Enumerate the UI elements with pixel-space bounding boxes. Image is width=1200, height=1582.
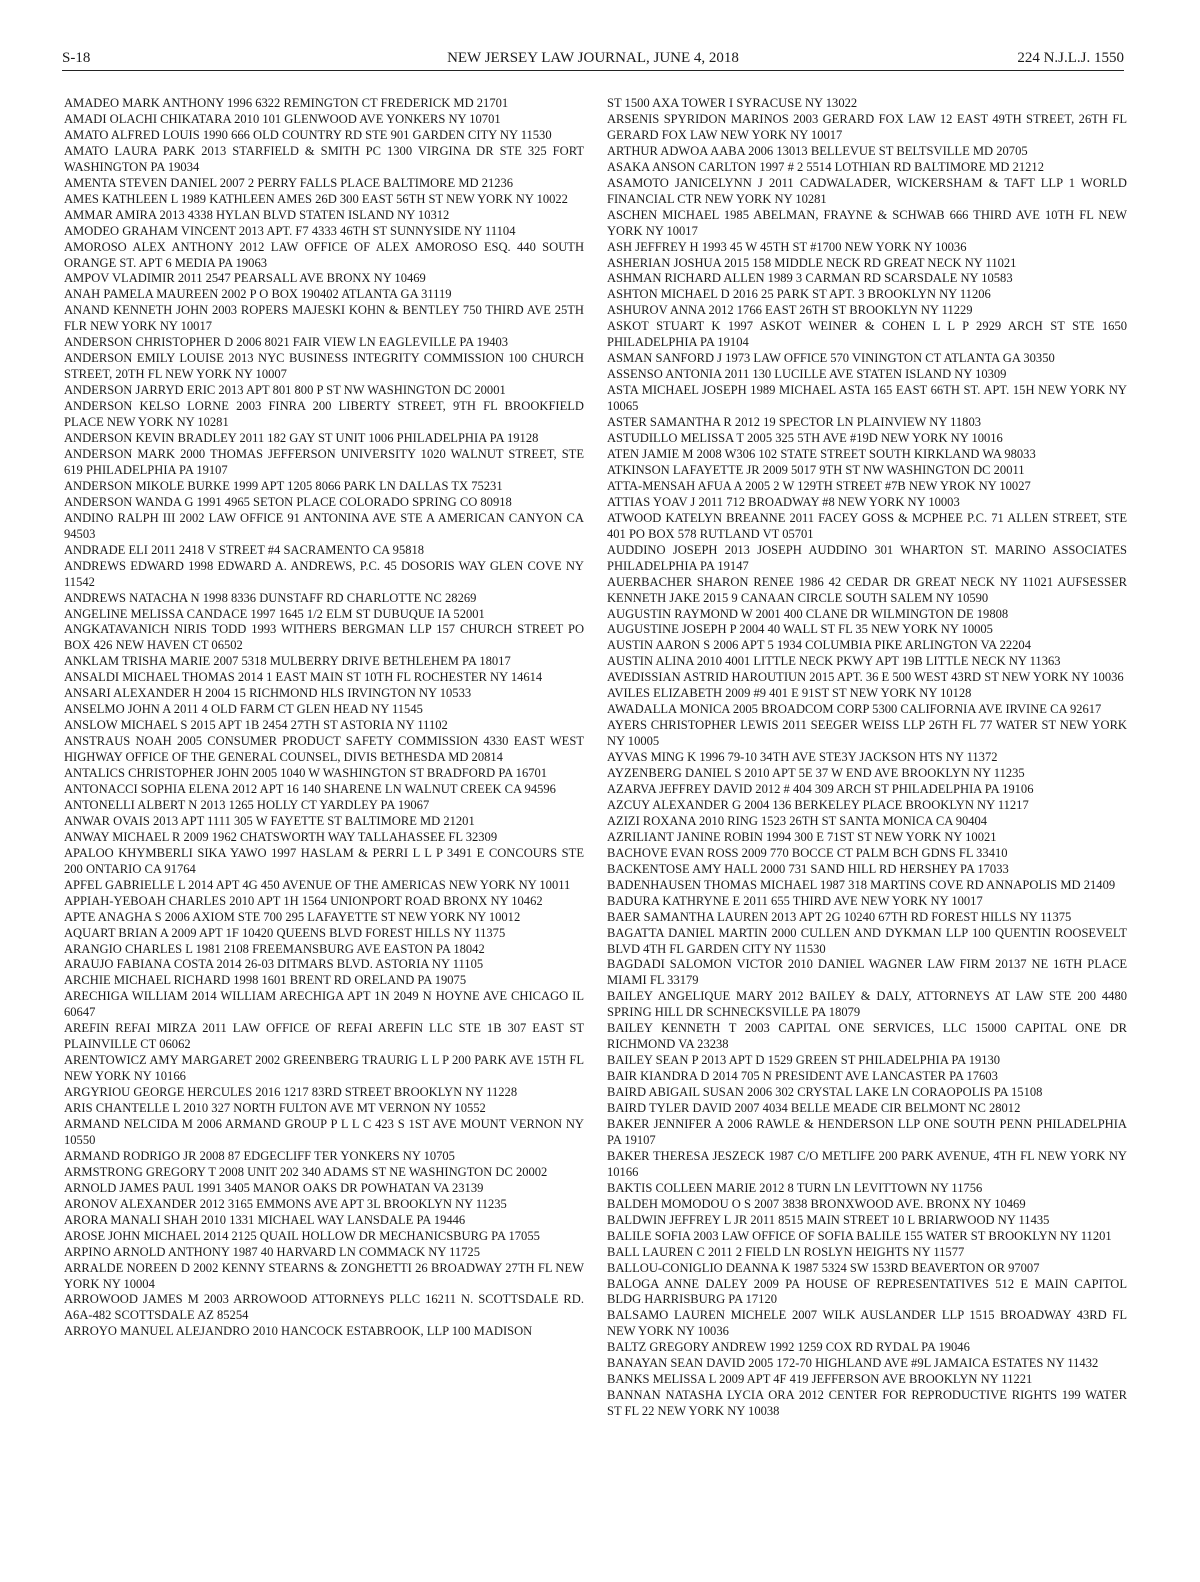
listing-entry: BAILEY KENNETH T 2003 CAPITAL ONE SERVICES, LLC 15000 CAPITAL ONE DR RICHMOND VA 23238: [607, 1021, 1127, 1052]
listing-entry: AMODEO GRAHAM VINCENT 2013 APT. F7 4333 46TH ST SUNNYSIDE NY 11104: [64, 223, 516, 238]
listing-entry: AZARVA JEFFREY DAVID 2012 # 404 309 ARCH ST PHILADELPHIA PA 19106: [607, 781, 1034, 796]
listing-entry: ATTIAS YOAV J 2011 712 BROADWAY #8 NEW YORK NY 10003: [607, 494, 960, 509]
listing-entry: AMMAR AMIRA 2013 4338 HYLAN BLVD STATEN ISLAND NY 10312: [64, 207, 450, 222]
listing-entry: BAILEY SEAN P 2013 APT D 1529 GREEN ST PHILADELPHIA PA 19130: [607, 1053, 1001, 1068]
listing-entry: ARAUJO FABIANA COSTA 2014 26-03 DITMARS BLVD. ASTORIA NY 11105: [64, 957, 484, 972]
listing-entry: AUGUSTIN RAYMOND W 2001 400 CLANE DR WILMINGTON DE 19808: [607, 606, 1009, 621]
listing-entry: ARROYO MANUEL ALEJANDRO 2010 HANCOCK ESTABROOK, LLP 100 MADISON: [64, 1324, 533, 1339]
listing-entry: ANKLAM TRISHA MARIE 2007 5318 MULBERRY DRIVE BETHLEHEM PA 18017: [64, 654, 511, 669]
listing-entry: ANSARI ALEXANDER H 2004 15 RICHMOND HLS IRVINGTON NY 10533: [64, 686, 472, 701]
listing-entry: AMPOV VLADIMIR 2011 2547 PEARSALL AVE BRONX NY 10469: [64, 271, 426, 286]
listing-entry: ANDINO RALPH III 2002 LAW OFFICE 91 ANTONINA AVE STE A AMERICAN CANYON CA 94503: [64, 510, 584, 541]
listing-entry: ARECHIGA WILLIAM 2014 WILLIAM ARECHIGA APT 1N 2049 N HOYNE AVE CHICAGO IL 60647: [64, 989, 584, 1020]
listing-entry: ASKOT STUART K 1997 ASKOT WEINER & COHEN L L P 2929 ARCH ST STE 1650 PHILADELPHIA PA 19104: [607, 319, 1127, 350]
listing-entry: ANDERSON KEVIN BRADLEY 2011 182 GAY ST UNIT 1006 PHILADELPHIA PA 19128: [64, 431, 539, 446]
listing-entry: BALSAMO LAUREN MICHELE 2007 WILK AUSLANDER LLP 1515 BROADWAY 43RD FL NEW YORK NY 10036: [607, 1308, 1127, 1339]
listing-entry: ANTONACCI SOPHIA ELENA 2012 APT 16 140 SHARENE LN WALNUT CREEK CA 94596: [64, 781, 556, 796]
listing-entry: ANDRADE ELI 2011 2418 V STREET #4 SACRAMENTO CA 95818: [64, 542, 425, 557]
listing-entry: AYVAS MING K 1996 79-10 34TH AVE STE3Y JACKSON HTS NY 11372: [607, 750, 998, 765]
listing-entry: ASSENSO ANTONIA 2011 130 LUCILLE AVE STATEN ISLAND NY 10309: [607, 367, 1007, 382]
listing-entry: BALILE SOFIA 2003 LAW OFFICE OF SOFIA BALILE 155 WATER ST BROOKLYN NY 11201: [607, 1228, 1112, 1243]
listing-entry: ASHMAN RICHARD ALLEN 1989 3 CARMAN RD SCARSDALE NY 10583: [607, 271, 1013, 286]
listing-entry: ASTUDILLO MELISSA T 2005 325 5TH AVE #19D NEW YORK NY 10016: [607, 431, 1003, 446]
listing-entry: BANNAN NATASHA LYCIA ORA 2012 CENTER FOR REPRODUCTIVE RIGHTS 199 WATER ST FL 22 NEW YORK NY 10038: [607, 1388, 1127, 1419]
listing-entry: AZIZI ROXANA 2010 RING 1523 26TH ST SANTA MONICA CA 90404: [607, 813, 988, 828]
listing-entry: BACKENTOSE AMY HALL 2000 731 SAND HILL RD HERSHEY PA 17033: [607, 861, 1009, 876]
listing-entry: ARTHUR ADWOA AABA 2006 13013 BELLEVUE ST BELTSVILLE MD 20705: [607, 143, 1028, 158]
listing-entry: ANSELMO JOHN A 2011 4 OLD FARM CT GLEN HEAD NY 11545: [64, 702, 423, 717]
listing-entry: ATKINSON LAFAYETTE JR 2009 5017 9TH ST NW WASHINGTON DC 20011: [607, 462, 1025, 477]
listing-entry: ANAND KENNETH JOHN 2003 ROPERS MAJESKI KOHN & BENTLEY 750 THIRD AVE 25TH FLR NEW YORK NY 10017: [64, 303, 584, 334]
listing-entry: AREFIN REFAI MIRZA 2011 LAW OFFICE OF REFAI AREFIN LLC STE 1B 307 EAST ST PLAINVILLE CT 06062: [64, 1021, 584, 1052]
listing-entry: ASAMOTO JANICELYNN J 2011 CADWALADER, WICKERSHAM & TAFT LLP 1 WORLD FINANCIAL CTR NEW YORK NY 10281: [607, 175, 1127, 206]
listing-entry: AQUART BRIAN A 2009 APT 1F 10420 QUEENS BLVD FOREST HILLS NY 11375: [64, 925, 506, 940]
listing-entry: AUSTIN ALINA 2010 4001 LITTLE NECK PKWY APT 19B LITTLE NECK NY 11363: [607, 654, 1061, 669]
listing-entry: ANTALICS CHRISTOPHER JOHN 2005 1040 W WASHINGTON ST BRADFORD PA 16701: [64, 766, 548, 781]
listing-entry: ANDERSON KELSO LORNE 2003 FINRA 200 LIBERTY STREET, 9TH FL BROOKFIELD PLACE NEW YORK NY 10281: [64, 399, 584, 430]
listing-entry: AMATO LAURA PARK 2013 STARFIELD & SMITH PC 1300 VIRGINA DR STE 325 FORT WASHINGTON PA 19034: [64, 143, 584, 174]
listing-entry: BAKTIS COLLEEN MARIE 2012 8 TURN LN LEVITTOWN NY 11756: [607, 1180, 983, 1195]
listing-entry: BANKS MELISSA L 2009 APT 4F 419 JEFFERSON AVE BROOKLYN NY 11221: [607, 1372, 1033, 1387]
listing-entry: AMADI OLACHI CHIKATARA 2010 101 GLENWOOD AVE YONKERS NY 10701: [64, 111, 501, 126]
listing-entry: BALDEH MOMODOU O S 2007 3838 BRONXWOOD AVE. BRONX NY 10469: [607, 1196, 1026, 1211]
listing-entry: AZCUY ALEXANDER G 2004 136 BERKELEY PLACE BROOKLYN NY 11217: [607, 797, 1029, 812]
listing-entry: BANAYAN SEAN DAVID 2005 172-70 HIGHLAND AVE #9L JAMAICA ESTATES NY 11432: [607, 1356, 1099, 1371]
listing-entry: ASHUROV ANNA 2012 1766 EAST 26TH ST BROOKLYN NY 11229: [607, 303, 973, 318]
listing-entry: AUDDINO JOSEPH 2013 JOSEPH AUDDINO 301 WHARTON ST. MARINO ASSOCIATES PHILADELPHIA PA 19147: [607, 542, 1127, 573]
page-header: [62, 48, 1124, 71]
citation: 224 N.J.L.J. 1550: [1017, 50, 1124, 66]
listing-entry: AMES KATHLEEN L 1989 KATHLEEN AMES 26D 300 EAST 56TH ST NEW YORK NY 10022: [64, 191, 568, 206]
listing-entry: ASTA MICHAEL JOSEPH 1989 MICHAEL ASTA 165 EAST 66TH ST. APT. 15H NEW YORK NY 10065: [607, 383, 1127, 414]
listing-entry: ASAKA ANSON CARLTON 1997 # 2 5514 LOTHIAN RD BALTIMORE MD 21212: [607, 159, 1044, 174]
listing-entry: BAIRD TYLER DAVID 2007 4034 BELLE MEADE CIR BELMONT NC 28012: [607, 1101, 1021, 1116]
listing-entry: ARSENIS SPYRIDON MARINOS 2003 GERARD FOX LAW 12 EAST 49TH STREET, 26TH FL GERARD FOX LAW NEW YORK NY 10017: [607, 111, 1127, 142]
publication-title: NEW JERSEY LAW JOURNAL, JUNE 4, 2018: [447, 50, 739, 66]
listing-entry: BALLOU-CONIGLIO DEANNA K 1987 5324 SW 153RD BEAVERTON OR 97007: [607, 1260, 1040, 1275]
listing-entry: BAGATTA DANIEL MARTIN 2000 CULLEN AND DYKMAN LLP 100 QUENTIN ROOSEVELT BLVD 4TH FL GARDEN CITY NY 11530: [607, 925, 1127, 956]
listing-entry: ARMAND NELCIDA M 2006 ARMAND GROUP P L L C 423 S 1ST AVE MOUNT VERNON NY 10550: [64, 1117, 584, 1147]
listing-entry: ARORA MANALI SHAH 2010 1331 MICHAEL WAY LANSDALE PA 19446: [64, 1212, 466, 1227]
listing-entry: BAKER JENNIFER A 2006 RAWLE & HENDERSON LLP ONE SOUTH PENN PHILADELPHIA PA 19107: [607, 1117, 1127, 1147]
listing-entry: APFEL GABRIELLE L 2014 APT 4G 450 AVENUE OF THE AMERICAS NEW YORK NY 10011: [64, 877, 571, 892]
listing-entry: ANDERSON MARK 2000 THOMAS JEFFERSON UNIVERSITY 1020 WALNUT STREET, STE 619 PHILADELPHIA PA 19107: [64, 446, 584, 477]
right-column: [607, 96, 1127, 1420]
listing-entry: ANWAY MICHAEL R 2009 1962 CHATSWORTH WAY TALLAHASSEE FL 32309: [64, 829, 498, 844]
listing-entry: ANGKATAVANICH NIRIS TODD 1993 WITHERS BERGMAN LLP 157 CHURCH STREET PO BOX 426 NEW HAVEN CT 06502: [64, 622, 584, 653]
listing-entry: ANDREWS NATACHA N 1998 8336 DUNSTAFF RD CHARLOTTE NC 28269: [64, 590, 477, 605]
listing-entry: ASTER SAMANTHA R 2012 19 SPECTOR LN PLAINVIEW NY 11803: [607, 415, 981, 430]
listing-entry: ASH JEFFREY H 1993 45 W 45TH ST #1700 NEW YORK NY 10036: [607, 239, 967, 254]
listing-entry: AUERBACHER SHARON RENEE 1986 42 CEDAR DR GREAT NECK NY 11021 AUFSESSER KENNETH JAKE 2015 9 CANAAN CIRCLE SOUTH SALEM NY 10590: [607, 574, 1127, 605]
listing-entry: ARANGIO CHARLES L 1981 2108 FREEMANSBURG AVE EASTON PA 18042: [64, 941, 485, 956]
listing-entry: AMENTA STEVEN DANIEL 2007 2 PERRY FALLS PLACE BALTIMORE MD 21236: [64, 175, 514, 190]
listing-entry: BAKER THERESA JESZECK 1987 C/O METLIFE 200 PARK AVENUE, 4TH FL NEW YORK NY 10166: [607, 1148, 1127, 1179]
listing-entry: BADURA KATHRYNE E 2011 655 THIRD AVE NEW YORK NY 10017: [607, 893, 983, 908]
page-number: S-18: [62, 50, 91, 66]
listing-entry: ANAH PAMELA MAUREEN 2002 P O BOX 190402 ATLANTA GA 31119: [64, 287, 452, 302]
listing-entry: APTE ANAGHA S 2006 AXIOM STE 700 295 LAFAYETTE ST NEW YORK NY 10012: [64, 909, 521, 924]
listing-entry: AMADEO MARK ANTHONY 1996 6322 REMINGTON CT FREDERICK MD 21701: [64, 96, 509, 110]
listing-entry: ANDREWS EDWARD 1998 EDWARD A. ANDREWS, P.C. 45 DOSORIS WAY GLEN COVE NY 11542: [64, 558, 584, 589]
listing-entry: BAGDADI SALOMON VICTOR 2010 DANIEL WAGNER LAW FIRM 20137 NE 16TH PLACE MIAMI FL 33179: [607, 957, 1127, 988]
listing-entry: ASHERIAN JOSHUA 2015 158 MIDDLE NECK RD GREAT NECK NY 11021: [607, 255, 1017, 270]
listing-entry: ST 1500 AXA TOWER I SYRACUSE NY 13022: [607, 96, 858, 110]
listing-entry: AUGUSTINE JOSEPH P 2004 40 WALL ST FL 35 NEW YORK NY 10005: [607, 622, 993, 637]
listing-entry: BACHOVE EVAN ROSS 2009 770 BOCCE CT PALM BCH GDNS FL 33410: [607, 845, 1008, 860]
listing-entry: BAIR KIANDRA D 2014 705 N PRESIDENT AVE LANCASTER PA 17603: [607, 1069, 998, 1084]
listing-entry: BAILEY ANGELIQUE MARY 2012 BAILEY & DALY, ATTORNEYS AT LAW STE 200 4480 SPRING HILL DR SCHNECKSVILLE PA 18079: [607, 989, 1127, 1020]
listing-entry: BAER SAMANTHA LAUREN 2013 APT 2G 10240 67TH RD FOREST HILLS NY 11375: [607, 909, 1072, 924]
listing-entry: AROSE JOHN MICHAEL 2014 2125 QUAIL HOLLOW DR MECHANICSBURG PA 17055: [64, 1228, 540, 1243]
listing-entry: ARRALDE NOREEN D 2002 KENNY STEARNS & ZONGHETTI 26 BROADWAY 27TH FL NEW YORK NY 10004: [64, 1260, 584, 1291]
listing-entry: ARNOLD JAMES PAUL 1991 3405 MANOR OAKS DR POWHATAN VA 23139: [64, 1180, 484, 1195]
listing-entry: ASHTON MICHAEL D 2016 25 PARK ST APT. 3 BROOKLYN NY 11206: [607, 287, 991, 302]
listing-entry: BALL LAUREN C 2011 2 FIELD LN ROSLYN HEIGHTS NY 11577: [607, 1244, 965, 1259]
listing-entry: ATTA-MENSAH AFUA A 2005 2 W 129TH STREET #7B NEW YROK NY 10027: [607, 478, 1031, 493]
listing-entry: AMATO ALFRED LOUIS 1990 666 OLD COUNTRY RD STE 901 GARDEN CITY NY 11530: [64, 127, 552, 142]
listing-entry: APALOO KHYMBERLI SIKA YAWO 1997 HASLAM & PERRI L L P 3491 E CONCOURS STE 200 ONTARIO CA 91764: [64, 845, 584, 876]
left-column: [64, 96, 584, 1340]
listing-entry: ANTONELLI ALBERT N 2013 1265 HOLLY CT YARDLEY PA 19067: [64, 797, 430, 812]
listing-entry: ARIS CHANTELLE L 2010 327 NORTH FULTON AVE MT VERNON NY 10552: [64, 1101, 486, 1116]
listing-entry: ARPINO ARNOLD ANTHONY 1987 40 HARVARD LN COMMACK NY 11725: [64, 1244, 480, 1259]
listing-entry: ARMAND RODRIGO JR 2008 87 EDGECLIFF TER YONKERS NY 10705: [64, 1148, 455, 1163]
listing-entry: ANGELINE MELISSA CANDACE 1997 1645 1/2 ELM ST DUBUQUE IA 52001: [64, 606, 485, 621]
listing-entry: ANSLOW MICHAEL S 2015 APT 1B 2454 27TH ST ASTORIA NY 11102: [64, 718, 448, 733]
listing-entry: ANDERSON MIKOLE BURKE 1999 APT 1205 8066 PARK LN DALLAS TX 75231: [64, 478, 503, 493]
listing-entry: AUSTIN AARON S 2006 APT 5 1934 COLUMBIA PIKE ARLINGTON VA 22204: [607, 638, 1031, 653]
listing-entry: ARMSTRONG GREGORY T 2008 UNIT 202 340 ADAMS ST NE WASHINGTON DC 20002: [64, 1164, 548, 1179]
listing-entry: ARCHIE MICHAEL RICHARD 1998 1601 BRENT RD ORELAND PA 19075: [64, 973, 467, 988]
listing-entry: APPIAH-YEBOAH CHARLES 2010 APT 1H 1564 UNIONPORT ROAD BRONX NY 10462: [64, 893, 543, 908]
listing-entry: BALDWIN JEFFREY L JR 2011 8515 MAIN STREET 10 L BRIARWOOD NY 11435: [607, 1212, 1050, 1227]
listing-entry: AWADALLA MONICA 2005 BROADCOM CORP 5300 CALIFORNIA AVE IRVINE CA 92617: [607, 702, 1102, 717]
listing-entry: AZRILIANT JANINE ROBIN 1994 300 E 71ST ST NEW YORK NY 10021: [607, 829, 997, 844]
listing-entry: AMOROSO ALEX ANTHONY 2012 LAW OFFICE OF ALEX AMOROSO ESQ. 440 SOUTH ORANGE ST. APT 6 MEDIA PA 19063: [64, 239, 584, 270]
listing-entry: ATWOOD KATELYN BREANNE 2011 FACEY GOSS & MCPHEE P.C. 71 ALLEN STREET, STE 401 PO BOX 578 RUTLAND VT 05701: [607, 510, 1127, 541]
listing-entry: AVEDISSIAN ASTRID HAROUTIUN 2015 APT. 36 E 500 WEST 43RD ST NEW YORK NY 10036: [607, 670, 1124, 685]
listing-entry: ANSTRAUS NOAH 2005 CONSUMER PRODUCT SAFETY COMMISSION 4330 EAST WEST HIGHWAY OFFICE OF THE GENERAL COUNSEL, DIVIS BETHESDA MD 20814: [64, 734, 584, 765]
listing-entry: ANDERSON WANDA G 1991 4965 SETON PLACE COLORADO SPRING CO 80918: [64, 494, 512, 509]
listing-entry: ASCHEN MICHAEL 1985 ABELMAN, FRAYNE & SCHWAB 666 THIRD AVE 10TH FL NEW YORK NY 10017: [607, 207, 1127, 238]
listing-entry: ATEN JAMIE M 2008 W306 102 STATE STREET SOUTH KIRKLAND WA 98033: [607, 446, 1036, 461]
listing-entry: ANSALDI MICHAEL THOMAS 2014 1 EAST MAIN ST 10TH FL ROCHESTER NY 14614: [64, 670, 543, 685]
listing-entry: AYERS CHRISTOPHER LEWIS 2011 SEEGER WEISS LLP 26TH FL 77 WATER ST NEW YORK NY 10005: [607, 718, 1127, 749]
listing-entry: ANDERSON JARRYD ERIC 2013 APT 801 800 P ST NW WASHINGTON DC 20001: [64, 383, 506, 398]
listing-entry: BAIRD ABIGAIL SUSAN 2006 302 CRYSTAL LAKE LN CORAOPOLIS PA 15108: [607, 1085, 1043, 1100]
listing-entry: ANDERSON EMILY LOUISE 2013 NYC BUSINESS INTEGRITY COMMISSION 100 CHURCH STREET, 20TH FL NEW YORK NY 10007: [64, 351, 584, 382]
listing-entry: BALTZ GREGORY ANDREW 1992 1259 COX RD RYDAL PA 19046: [607, 1340, 970, 1355]
listing-entry: AYZENBERG DANIEL S 2010 APT 5E 37 W END AVE BROOKLYN NY 11235: [607, 766, 1025, 781]
listing-entry: ASMAN SANFORD J 1973 LAW OFFICE 570 VININGTON CT ATLANTA GA 30350: [607, 351, 1055, 366]
listing-entry: AVILES ELIZABETH 2009 #9 401 E 91ST ST NEW YORK NY 10128: [607, 686, 972, 701]
listing-entry: BALOGA ANNE DALEY 2009 PA HOUSE OF REPRESENTATIVES 512 E MAIN CAPITOL BLDG HARRISBURG PA 17120: [607, 1276, 1127, 1307]
listing-entry: ARENTOWICZ AMY MARGARET 2002 GREENBERG TRAURIG L L P 200 PARK AVE 15TH FL NEW YORK NY 10166: [64, 1053, 584, 1084]
listing-entry: ANDERSON CHRISTOPHER D 2006 8021 FAIR VIEW LN EAGLEVILLE PA 19403: [64, 335, 509, 350]
listing-entry: ARGYRIOU GEORGE HERCULES 2016 1217 83RD STREET BROOKLYN NY 11228: [64, 1085, 518, 1100]
listing-entry: ARROWOOD JAMES M 2003 ARROWOOD ATTORNEYS PLLC 16211 N. SCOTTSDALE RD. A6A-482 SCOTTSDALE AZ 85254: [64, 1292, 584, 1323]
listing-entry: ANWAR OVAIS 2013 APT 1111 305 W FAYETTE ST BALTIMORE MD 21201: [64, 813, 475, 828]
listing-entry: ARONOV ALEXANDER 2012 3165 EMMONS AVE APT 3L BROOKLYN NY 11235: [64, 1196, 507, 1211]
listing-entry: BADENHAUSEN THOMAS MICHAEL 1987 318 MARTINS COVE RD ANNAPOLIS MD 21409: [607, 877, 1116, 892]
